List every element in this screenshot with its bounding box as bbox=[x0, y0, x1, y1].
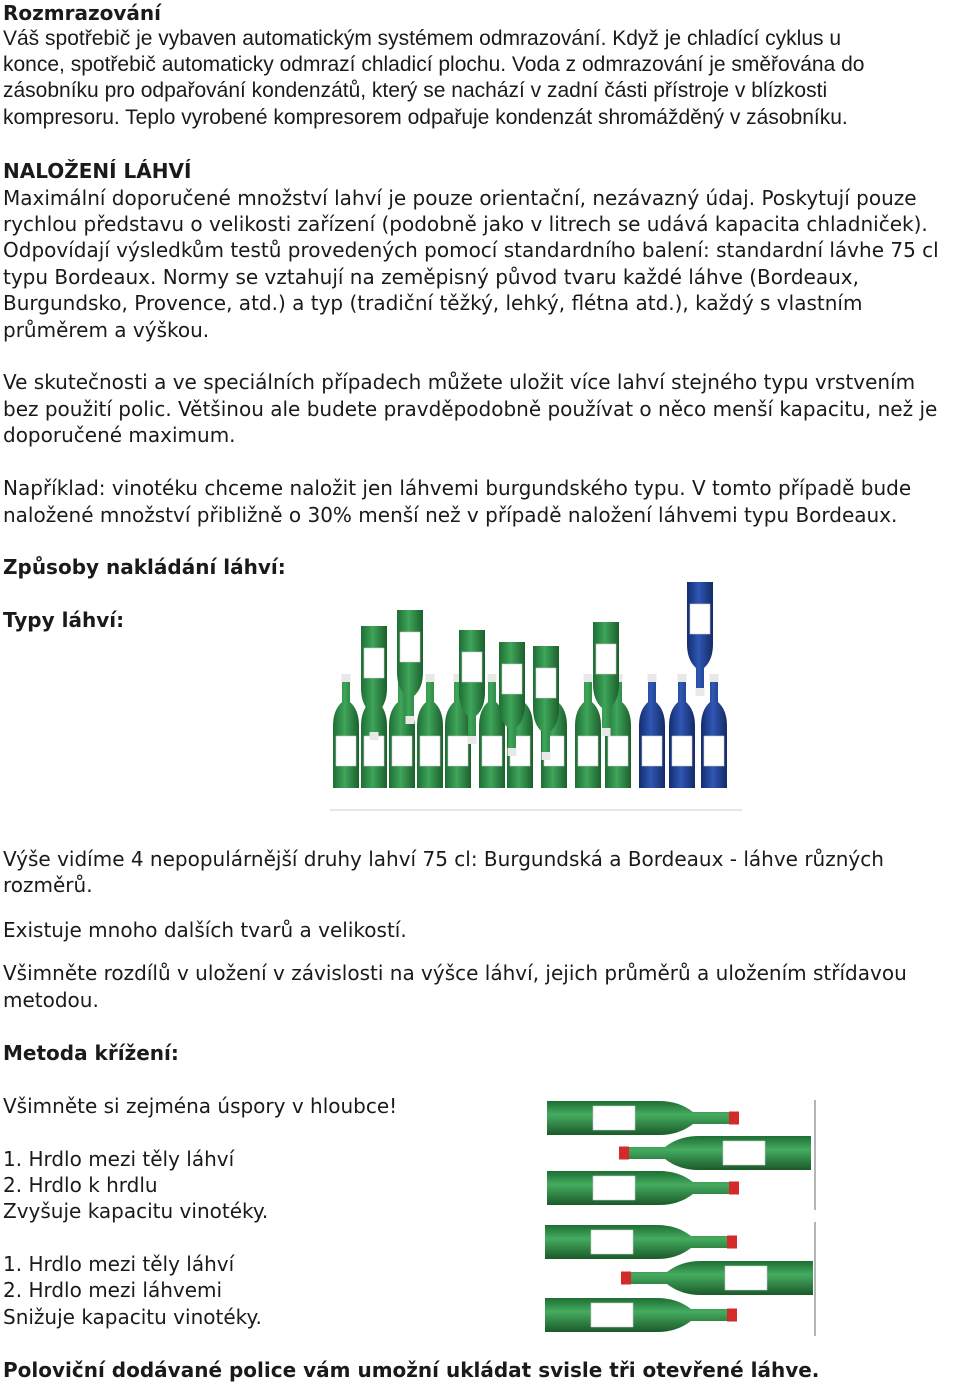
bottle-types-illustration bbox=[322, 570, 747, 825]
defrost-line: zásobníku pro odpařování kondenzátů, který se nachází v zadní části přístroje v blízkosti bbox=[3, 79, 828, 102]
loading-line: naložené množství přibližně o 30% menší než v případě naložení láhvemi typu Bordeaux. bbox=[3, 503, 898, 527]
loading-line: průměrem a výškou. bbox=[3, 318, 210, 342]
loading-line: Burgundsko, Provence, atd.) a typ (tradiční těžký, lehký, flétna atd.), každý s vlastním bbox=[3, 291, 863, 315]
crossing-method-neck-to-neck-illustration bbox=[543, 1098, 823, 1213]
loading-line: Odpovídají výsledkům testů provedených pomocí standardního balení: standardní lávhe 75 cl bbox=[3, 238, 939, 262]
method-b-step: 1. Hrdlo mezi těly láhví bbox=[3, 1252, 235, 1276]
types-caption: Výše vidíme 4 nepopulárnější druhy lahví 75 cl: Burgundská a Bordeaux - láhve různých bbox=[3, 847, 884, 871]
loading-line: rychlou představu o velikosti zařízení (podobně jako v litrech se udává kapacita chladniček). bbox=[3, 212, 928, 236]
loading-line: typu Bordeaux. Normy se vztahují na zeměpisný původ tvaru každé láhve (Bordeaux, bbox=[3, 265, 859, 289]
loading-line: Maximální doporučené množství lahví je pouze orientační, nezávazný údaj. Poskytují pouze bbox=[3, 186, 917, 210]
defrost-line: kompresoru. Teplo vyrobené kompresorem odpařuje kondenzát shromážděný v zásobníku. bbox=[3, 106, 848, 129]
method-a-result: Zvyšuje kapacitu vinotéky. bbox=[3, 1199, 269, 1223]
more-shapes-text: Existuje mnoho dalších tvarů a velikostí. bbox=[3, 918, 407, 942]
types-heading: Typy láhví: bbox=[3, 608, 125, 632]
method-a-step: 2. Hrdlo k hrdlu bbox=[3, 1173, 158, 1197]
defrost-title: Rozmrazování bbox=[3, 1, 161, 25]
loading-line: doporučené maximum. bbox=[3, 423, 236, 447]
methods-heading: Způsoby nakládání láhví: bbox=[3, 555, 286, 579]
loading-line: Ve skutečnosti a ve speciálních případech můžete uložit více lahví stejného typu vrstvením bbox=[3, 370, 916, 394]
notice-text: metodou. bbox=[3, 988, 99, 1012]
defrost-line: Váš spotřebič je vybaven automatickým systémem odmrazování. Když je chladící cyklus u bbox=[3, 27, 842, 50]
loading-title: NALOŽENÍ LÁHVÍ bbox=[3, 159, 192, 183]
notice-text: Všimněte rozdílů v uložení v závislosti na výšce láhví, jejich průměrů a uložením střídavou bbox=[3, 961, 907, 985]
method-a-step: 1. Hrdlo mezi těly láhví bbox=[3, 1147, 235, 1171]
method-b-step: 2. Hrdlo mezi láhvemi bbox=[3, 1278, 223, 1302]
types-caption: rozměrů. bbox=[3, 873, 93, 897]
footer-note: Poloviční dodávané police vám umožní ukládat svisle tři otevřené láhve. bbox=[3, 1358, 820, 1382]
cross-heading: Metoda křížení: bbox=[3, 1041, 179, 1065]
method-b-result: Snižuje kapacitu vinotéky. bbox=[3, 1305, 262, 1329]
defrost-line: konce, spotřebič automaticky odmrazí chladicí plochu. Voda z odmrazování je směřována do bbox=[3, 53, 865, 76]
loading-line: Například: vinotéku chceme naložit jen láhvemi burgundského typu. V tomto případě bude bbox=[3, 476, 912, 500]
savings-text: Všimněte si zejména úspory v hloubce! bbox=[3, 1094, 398, 1118]
crossing-method-neck-between-illustration bbox=[543, 1218, 823, 1340]
loading-line: bez použití polic. Většinou ale budete pravděpodobně používat o něco menší kapacitu, než je bbox=[3, 397, 938, 421]
